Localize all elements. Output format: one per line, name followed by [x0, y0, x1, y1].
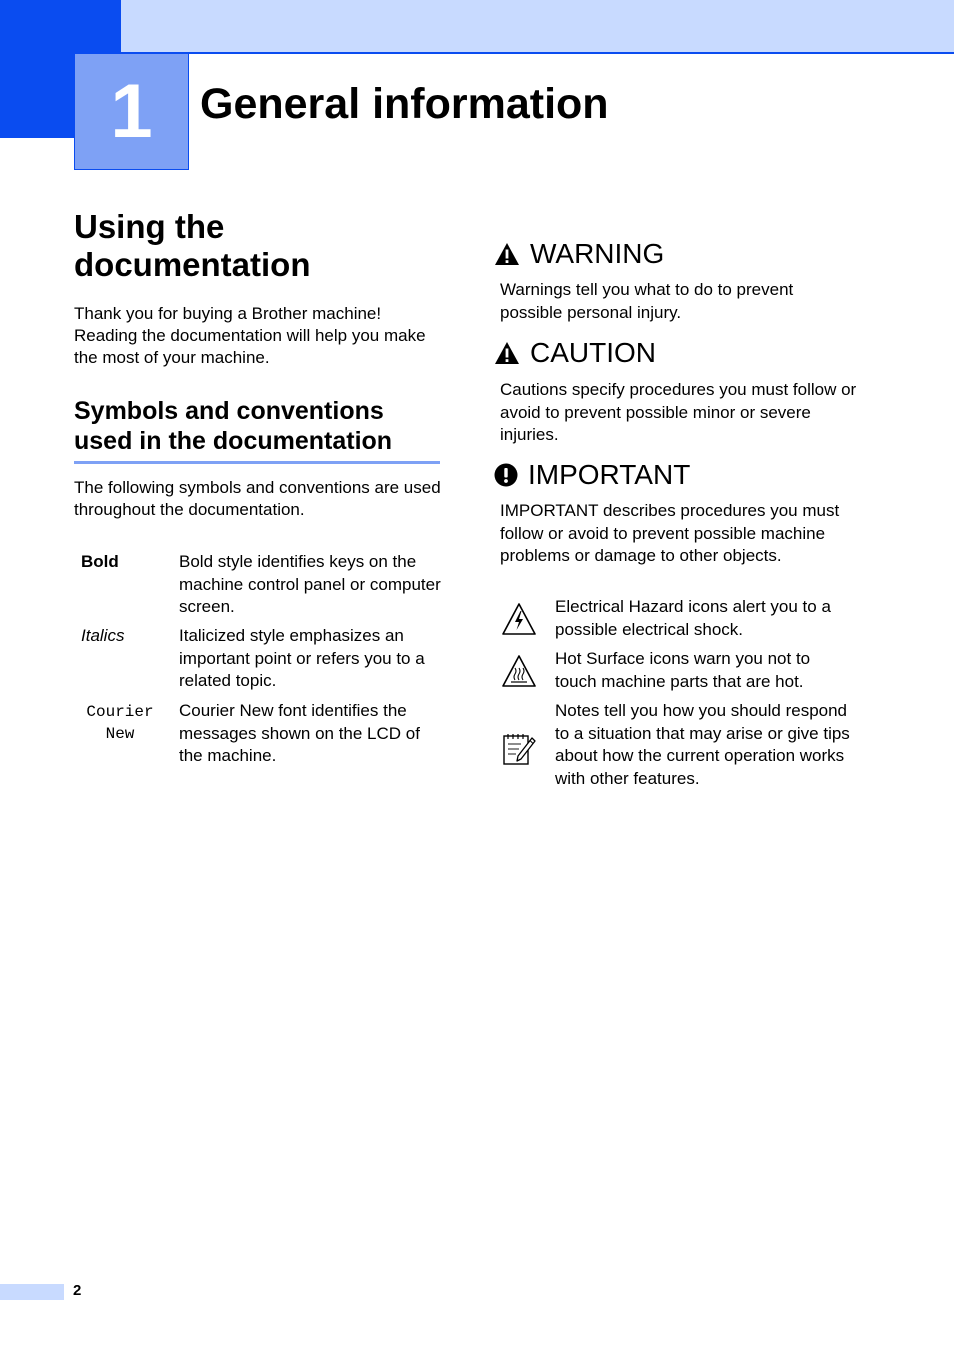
electrical-hazard-text: Electrical Hazard icons alert you to a possible electrical shock.: [555, 597, 831, 639]
caution-text: Cautions specify procedures you must follow or avoid to prevent possible minor or severe injuries.: [500, 380, 857, 444]
important-text: IMPORTANT describes procedures you must follow or avoid to prevent possible machine problems or damage to other objects.: [500, 501, 840, 565]
caution-triangle-icon: [494, 341, 520, 365]
convention-desc-bold: Bold style identifies keys on the machine control panel or computer screen.: [179, 552, 441, 616]
hot-surface-text: Hot Surface icons warn you not to touch machine parts that are hot.: [555, 649, 811, 691]
important-heading: [494, 459, 690, 491]
caution-heading: [494, 337, 656, 369]
chapter-title: General information: [200, 80, 609, 128]
important-label: IMPORTANT: [528, 459, 691, 490]
hot-surface-icon: [501, 654, 537, 688]
warning-triangle-icon: [494, 242, 520, 266]
header-band-line: [121, 52, 954, 54]
convention-term-italics: Italics: [81, 626, 125, 645]
convention-term-bold: Bold: [81, 552, 119, 571]
section-intro: Thank you for buying a Brother machine! Reading the documentation will help you make the most of your machine.: [74, 304, 426, 367]
note-text: Notes tell you how you should respond to a situation that may arise or give tips about how the current operation works with other features.: [555, 701, 850, 788]
warning-label: WARNING: [530, 238, 665, 269]
section-heading: Using the documentation: [74, 208, 311, 283]
convention-desc-italics: Italicized style emphasizes an important point or refers you to a related topic.: [179, 626, 425, 690]
chapter-number: 1: [74, 53, 189, 170]
caution-label: CAUTION: [530, 337, 656, 368]
warning-heading: [494, 238, 664, 270]
note-pencil-icon: [501, 732, 537, 768]
warning-text: Warnings tell you what to do to prevent possible personal injury.: [500, 280, 794, 322]
electrical-hazard-icon: [501, 602, 537, 636]
subsection-rule: [74, 461, 440, 464]
page-number: 2: [73, 1282, 82, 1299]
convention-desc-courier: Courier New font identifies the messages shown on the LCD of the machine.: [179, 701, 420, 765]
subsection-heading: Symbols and conventions used in the documentation: [74, 397, 393, 455]
subsection-intro: The following symbols and conventions are used throughout the documentation.: [74, 478, 441, 519]
convention-term-courier: Courier New: [86, 703, 154, 743]
header-band-light: [121, 0, 954, 52]
footer-bar: [0, 1284, 64, 1300]
exclamation-circle-icon: [494, 463, 518, 487]
